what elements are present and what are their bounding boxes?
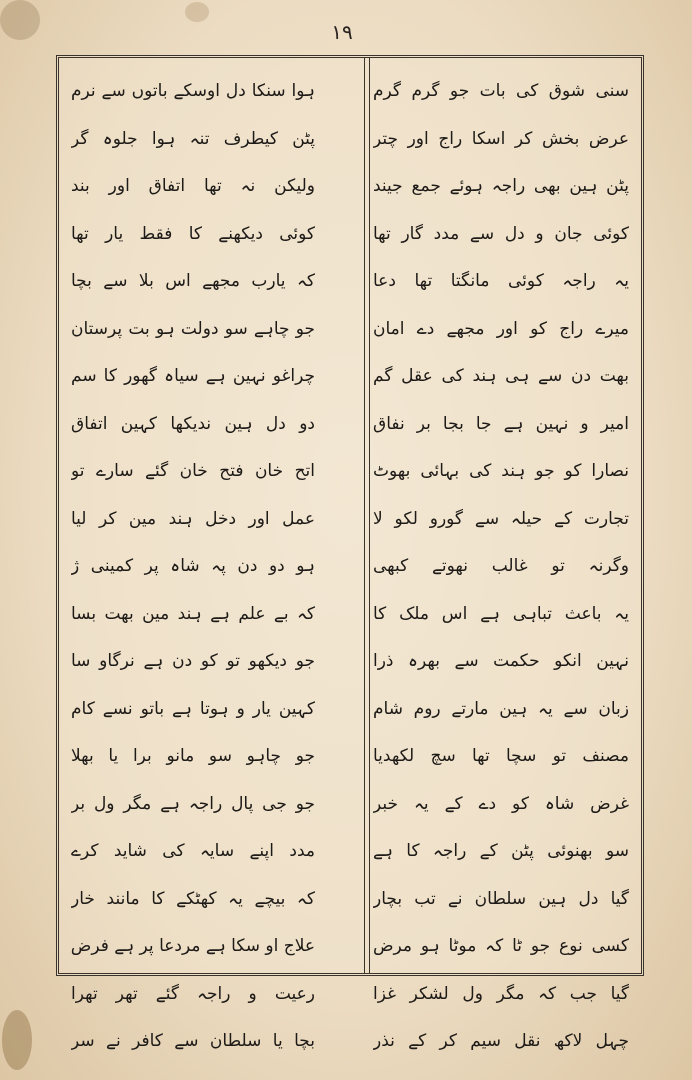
page-number: ١٩ bbox=[331, 20, 353, 44]
page-stain bbox=[185, 2, 209, 22]
verse-line: بچا یا سلطان سے کافر نے سر bbox=[71, 1031, 315, 1051]
text-frame bbox=[56, 55, 644, 1051]
verse-line: ہو دو دن پہ شاہ پر کمینی ژ bbox=[71, 556, 315, 576]
verse-line: کسی نوع جو ٹا کہ موٹا ہو مرض bbox=[373, 936, 629, 956]
verse-line: نہین انکو حکمت سے بھرہ ذرا bbox=[373, 651, 629, 671]
verse-line: اتح خان فتح خان گئے سارے تو bbox=[71, 461, 315, 481]
verse-line: جو چاہو سو مانو برا یا بھلا bbox=[71, 746, 315, 766]
verse-line: کہ بیچے یہ کھٹکے کا مانند خار bbox=[71, 888, 315, 909]
verse-line: گیا جب کہ مگر ول لشکر غزا bbox=[373, 983, 629, 1004]
column-divider bbox=[364, 58, 365, 973]
verse-line: کوئی جان و دل سے مدد گار تھا bbox=[373, 223, 629, 244]
verse-line: نصارا کو جو ہند کی بہائی بھوٹ bbox=[373, 461, 629, 481]
verse-line: امیر و نہین ہے جا بجا بر نفاق bbox=[373, 413, 629, 434]
verse-line: عرض بخش کر اسکا راج اور چتر bbox=[373, 128, 629, 149]
verse-line: جو دیکھو تو کو دن ہے نرگاو سا bbox=[71, 651, 315, 671]
verse-line: سو بھنوئی پٹن کے راجہ کا ہے bbox=[373, 841, 629, 861]
verse-line: رعیت و راجہ گئے تھر تھرا bbox=[71, 983, 315, 1004]
verse-line: ہوا سنکا دل اوسکے باتوں سے نرم bbox=[71, 81, 315, 101]
verse-line: کہین یار و ہوتا ہے باتو نسے کام bbox=[71, 698, 315, 719]
verse-line: ولیکن نہ تھا اتفاق اور بند bbox=[71, 176, 315, 196]
page-stain bbox=[2, 1010, 32, 1070]
verse-line: جو چاہے سو دولت ہو بت پرستان bbox=[71, 318, 315, 339]
verse-line: تجارت کے حیلہ سے گورو لکو لا bbox=[373, 508, 629, 529]
verse-line: جو جی پال راجہ ہے مگر ول بر bbox=[71, 793, 315, 814]
verse-line: زبان سے یہ ہین مارتے روم شام bbox=[373, 698, 629, 719]
verse-line: چہل لاکھ نقل سیم کر کے نذر bbox=[373, 1031, 629, 1051]
left-column bbox=[67, 68, 319, 1051]
verse-line: وگرنہ تو غالب نھوتے کبھی bbox=[373, 556, 629, 576]
verse-line: مدد اپنے سایہ کی شاید کرے bbox=[71, 841, 315, 861]
verse-line: غرض شاہ کو دے کے یہ خبر bbox=[373, 793, 629, 814]
verse-line: علاج او سکا ہے مردعا پر ہے فرض bbox=[71, 936, 315, 956]
verse-line: یہ راجہ کوئی مانگتا تھا دعا bbox=[373, 271, 629, 291]
verse-line: مصنف تو سچا تھا سچ لکھدیا bbox=[373, 746, 629, 766]
verse-line: دو دل ہین ندیکھا کہین اتفاق bbox=[71, 413, 315, 434]
verse-line: کوئی دیکھنے کا فقط یار تھا bbox=[71, 223, 315, 244]
verse-line: کہ یارب مجھے اس بلا سے بچا bbox=[71, 271, 315, 291]
verse-line: یہ باعث تباہی ہے اس ملک کا bbox=[373, 603, 629, 624]
verse-line: سنی شوق کی بات جو گرم گرم bbox=[373, 81, 629, 101]
verse-line: گیا دل ہین سلطان نے تب بچار bbox=[373, 888, 629, 909]
verse-line: عمل اور دخل ہند مین کر لیا bbox=[71, 508, 315, 529]
page-stain bbox=[0, 0, 40, 40]
verse-line: پٹن ہین بھی راجہ ہوئے جمع جیند bbox=[373, 176, 629, 196]
verse-line: میرے راج کو اور مجھے دے امان bbox=[373, 318, 629, 339]
right-column bbox=[369, 68, 633, 1051]
verse-line: چراغو نہین ہے سیاہ گھور کا سم bbox=[71, 366, 315, 386]
verse-line: کہ بے علم ہے ہند مین بھت بسا bbox=[71, 603, 315, 624]
verse-line: بھت دن سے ہی ہند کی عقل گم bbox=[373, 366, 629, 386]
verse-line: پٹن کیطرف تنہ ہوا جلوہ گر bbox=[71, 128, 315, 149]
